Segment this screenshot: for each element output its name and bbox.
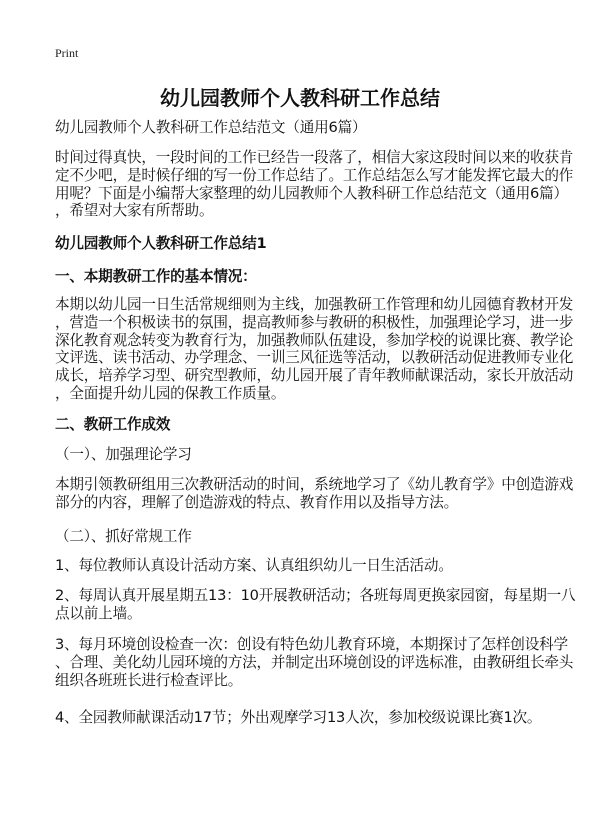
heading-2-text: 二、教研工作成效 [55,416,171,433]
print-link[interactable]: Print [55,46,79,60]
section-title [55,235,550,253]
text-line: 组织各班班长进行检查评比。 [55,671,243,689]
list-item-2 [55,587,576,623]
text-line: 1、每位教师认真设计活动方案、认真组织幼儿一日生活活动。 [55,557,453,574]
intro-paragraph [55,149,574,220]
text-line: ，全面提升幼儿园的保教工作质量。 [55,384,286,402]
heading-1 [55,268,550,286]
list-item-3 [55,636,574,689]
text-line: ，希望对大家有所帮助。 [55,202,214,220]
paragraph-1 [55,296,574,403]
section-title-text: 幼儿园教师个人教科研工作总结1 [55,235,267,252]
text-line: 部分的内容，理解了创造游戏的特点、教育作用以及指导方法。 [55,493,459,511]
subheading-2 [55,528,550,546]
heading-1-text: 一、本期教研工作的基本情况： [55,268,257,285]
subtitle-text: 幼儿园教师个人教科研工作总结范文（通用6篇） [55,119,367,136]
subheading-1 [55,446,550,464]
text-line: 本期引领教研组用三次教研活动的时间，系统地学习了《幼儿教育学》中创造游戏 [55,476,574,493]
text-line: 3、每月环境创设检查一次：创设有特色幼儿教育环境，本期探讨了怎样创设科学 [55,636,568,653]
list-item-4 [55,709,550,727]
heading-2 [55,416,550,434]
text-line: 点以前上墙。 [55,604,142,622]
text-line: 深化教育观念转变为教育行为，加强教师队伍建设，参加学校的说课比赛、教学论 [55,331,574,349]
subheading-1-paragraph [55,476,574,512]
text-line: 2、每周认真开展星期五13：10开展教研活动；各班每周更换家园窗，每星期一八 [55,587,576,604]
subtitle [55,119,550,137]
text-line: 定不少吧，是时候仔细的写一份工作总结了。工作总结怎么写才能发挥它最大的作 [55,166,574,184]
text-line: 本期以幼儿园一日生活常规细则为主线，加强教研工作管理和幼儿园德育教材开发 [55,296,574,313]
subheading-1-text: （一）、加强理论学习 [55,446,192,463]
text-line: ，营造一个积极读书的氛围，提高教师参与教研的积极性，加强理论学习，进一步 [55,313,574,331]
text-line: 成长，培养学习型、研究型教师，幼儿园开展了青年教师献课活动，家长开放活动 [55,367,574,385]
subheading-2-text: （二）、抓好常规工作 [55,528,192,545]
document-title: 幼儿园教师个人教科研工作总结 [160,86,440,110]
text-line: 时间过得真快，一段时间的工作已经告一段落了，相信大家这段时间以来的收获肯 [55,149,574,166]
text-line: 4、全园教师献课活动17节；外出观摩学习13人次，参加校级说课比赛1次。 [55,709,542,726]
text-line: 文评选、读书活动、办学理念、一训三风征选等活动，以教研活动促进教师专业化 [55,349,574,367]
text-line: 、合理、美化幼儿园环境的方法，并制定出环境创设的评选标准，由教研组长牵头 [55,653,574,671]
text-line: 用呢？下面是小编帮大家整理的幼儿园教师个人教科研工作总结范文（通用6篇） [55,184,568,202]
list-item-1 [55,557,550,575]
